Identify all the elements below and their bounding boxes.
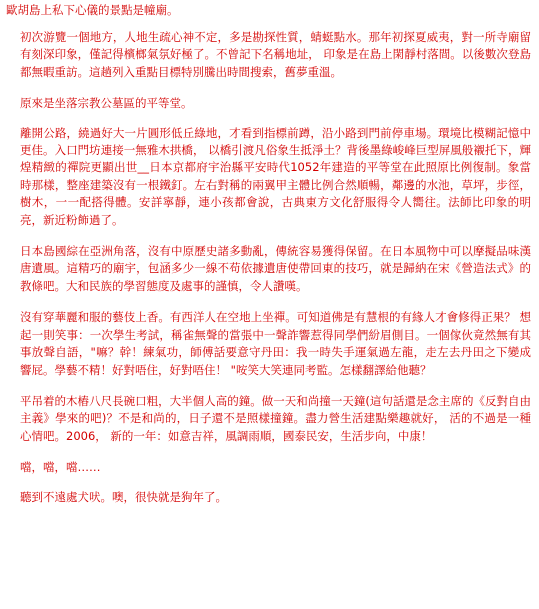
paragraph-location: 原來是坐落宗教公墓區的平等堂。 <box>20 96 193 111</box>
paragraph-description: 離開公路，繞過好大一片圓形低丘綠地，才看到指標前蹲，沿小路到門前停車場。環境比模糊記憶中更佳。入口門坊連接一無雅木拱橋， 以橋引渡凡俗象生抵淨土？背後墨綠峻峰巨型屏風般襯托下，輝煌精緻的禪院更顯出世__日本京都府宇治縣平安時代1052年建造的平等堂在此照原比例復制。象當時那樣，整座建築沒有一根鐵釘。左右對稱的兩翼甲主體比例合然順暢，鄰邊的水池，草坪，步徑，樹木，一一配搭得體。安詳寧靜，連小孩都會說，古典東方文化舒服得令人嚮往。法師比印象的明亮，新近粉飾過了。 <box>20 125 531 227</box>
paragraph-anecdote: 沒有穿華麗和服的藝伎上香。有西洋人在空地上坐禪。可知道佛是有慧根的有緣人才會修得正果？ 想起一則笑事：一次學生考試，稱雀無聲的當張中一聲詐響惹得同學們紛眉側目。一個傢伙竟然無有其事放聲自語，"嘛？幹！練氣功，師傅話要意守丹田：我一時失手運氣過左龍，走左去丹田之下變成響屁。學藝不精！好對唔住，好對唔住！ "咹笑大笑連同考監。怎樣翻譯給他聽？ <box>20 310 531 377</box>
paragraph-bell: 平吊着的木樁八尺長碗口粗，大半個人高的鐘。做一天和尚撞一天鐘(這句話還是念主席的《反對自由主義》學來的吧)？不是和尚的，日子還不是照樣撞鐘。盡力營生活建點樂趣就好， 活的不過是一種心情吧。2006， 新的一年：如意吉祥，風調雨順，國泰民安，生活步向，中康！ <box>20 393 531 443</box>
paragraph-intro: 初次游覽一個地方，人地生疏心神不定，多是勘探性質，蜻蜓點水。那年初探夏威夷，對一所寺廟留有刻深印象，僅記得檳榔氣氛好極了。不曾記下名稱地址， 印象是在島上閑靜村落間。以後數次登島都無暇重訪。這趟列入重點目標特別騰出時間搜索，舊夢重溫。 <box>20 30 531 79</box>
paragraph-culture: 日本島國綜在亞洲角落，沒有中原歷史諸多動亂，傳統容易獲得保留。在日本風物中可以摩擬品味漢唐遺風。這精巧的廟宇，包涵多少一線不苟依據遺唐使帶回東的技巧，就是歸納在宋《營造法式》的教條吧。大和民族的學習態度及處事的謹慎，令人讚嘆。 <box>20 244 531 293</box>
paragraph-closing: 聽到不遠處犬吠。噢，很快就是狗年了。 <box>20 489 227 504</box>
article-title: 歐胡島上私下心儀的景點是幢廟。 <box>6 3 179 17</box>
paragraph-bell-sound: 噹，噹，噹…… <box>20 460 101 475</box>
